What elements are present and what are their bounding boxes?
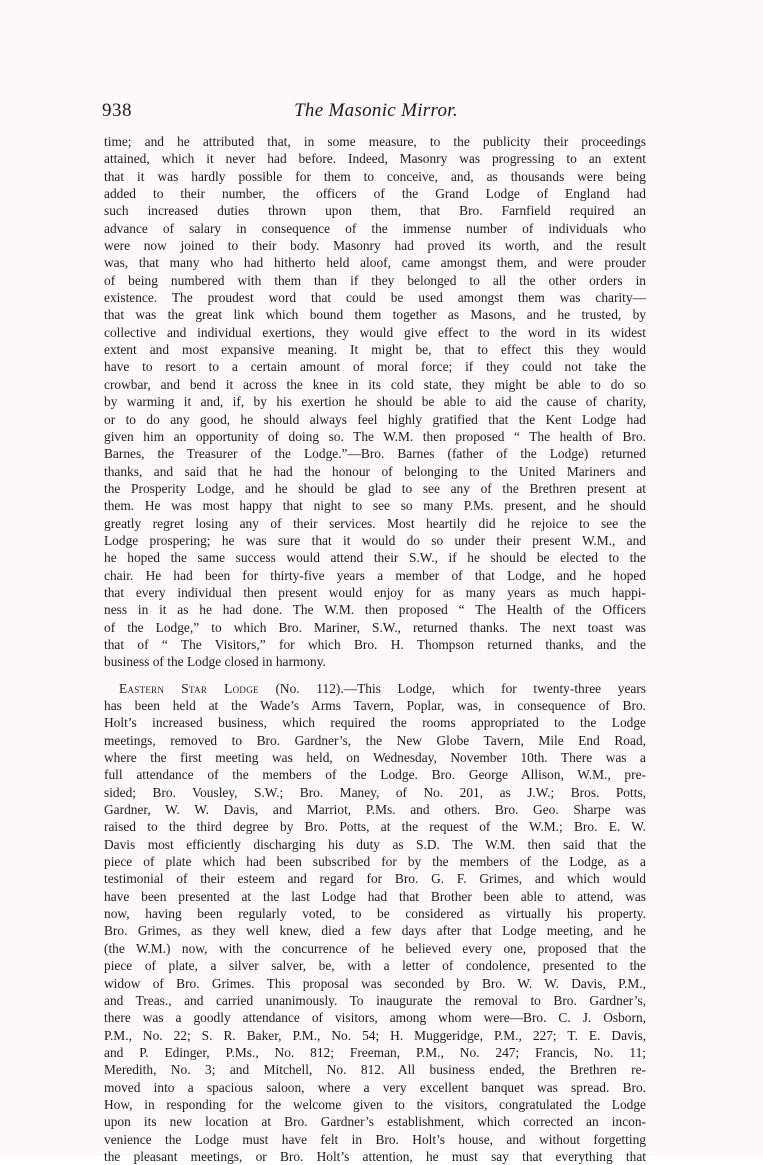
paragraph-eastern-star-lodge [104,680,646,1165]
text-line: attained, which it never had before. Indeed, Masonry was progressing to an extent [104,151,646,167]
text-line: or to do any good, he should always feel highly gratified that the Kent Lodge had [104,411,646,427]
text-line: there was a goodly attendance of visitors, among whom were—Bro. C. J. Osborn, [104,1010,646,1026]
text-line: testimonial of their esteem and regard for Bro. G. F. Grimes, and which would [104,871,646,887]
text-line: added to their number, the officers of the Grand Lodge of England had [104,186,646,202]
page-number: 938 [102,100,132,121]
text-line: meetings, removed to Bro. Gardner’s, the New Globe Tavern, Mile End Road, [104,732,646,748]
text-line: Lodge prospering; he was sure that it would do so under their present W.M., and [104,532,646,548]
text-line: the Prosperity Lodge, and he should be glad to see any of the Brethren present at [104,480,646,496]
text-line: that every individual then present would enjoy for as many years as much happi- [104,584,646,600]
text-line: P.M., No. 22; S. R. Baker, P.M., No. 54; H. Muggeridge, P.M., 227; T. E. Davis, [104,1027,646,1043]
text-line: of being numbered with them than if they belonged to all the other orders in [104,272,646,288]
text-line: now, having been regularly voted, to be considered as virtually his property. [104,906,646,922]
text-line: thanks, and said that he had the honour of belonging to the United Mariners and [104,463,646,479]
text-line: have to resort to a certain amount of moral force; if they could not take the [104,359,646,375]
text-line: was, that many who had hitherto held aloof, came amongst them, and were prouder [104,255,646,271]
text-line: Barnes, the Treasurer of the Lodge.”—Bro. Barnes (father of the Lodge) returned [104,446,646,462]
text-line: Meredith, No. 3; and Mitchell, No. 812. All business ended, the Brethren re- [104,1062,646,1078]
text-line: where the first meeting was held, on Wednesday, November 10th. There was a [104,750,646,766]
text-line: crowbar, and bend it across the knee in its cold state, they might be able to do so [104,376,646,392]
text-line: were now joined to their body. Masonry had proved its worth, and the result [104,238,646,254]
text-line: piece of plate which had been subscribed for by the members of the Lodge, as a [104,854,646,870]
text-line: he hoped the same success would attend their S.W., if he should be elected to the [104,550,646,566]
text-line: given him an opportunity of doing so. The W.M. then proposed “ The health of Bro. [104,428,646,444]
text-line: them. He was most happy that night to see so many P.Ms. present, and he should [104,498,646,514]
text-line: Holt’s increased business, which required the rooms appropriated to the Lodge [104,715,646,731]
text-line: time; and he attributed that, in some measure, to the publicity their proceedings [104,134,646,149]
text-line: chair. He had been for thirty-five years a member of that Lodge, and he hoped [104,567,646,583]
text-line: How, in responding for the welcome given to the visitors, congratulated the Lodge [104,1096,646,1112]
text-line: advance of salary in consequence of the immense number of individuals who [104,220,646,236]
text-line: Davis most efficiently discharging his duty as S.D. The W.M. then said that the [104,836,646,852]
text-line: ness in it as he had done. The W.M. then proposed “ The Health of the Officers [104,602,646,618]
text-line: by warming it and, if, by his exertion he should be able to aid the cause of charity, [104,394,646,410]
text-line: collective and individual exertions, they would give effect to the word in its widest [104,324,646,340]
running-title: The Masonic Mirror. [294,100,458,121]
text-line: such increased duties thrown upon them, that Bro. Farnfield required an [104,203,646,219]
text-line: existence. The proudest word that could be used amongst them was charity— [104,290,646,306]
text-line: (the W.M.) now, with the concurrence of he believed every one, proposed that the [104,940,646,956]
text-line: piece of plate, a silver salver, be, with a letter of condolence, presented to the [104,958,646,974]
text-line: greatly regret losing any of their services. Most heartily did he rejoice to see the [104,515,646,531]
text-line: extent and most expansive meaning. It might be, that to effect this they would [104,342,646,358]
article-body [104,133,646,1165]
text-line: has been held at the Wade’s Arms Tavern, Poplar, was, in consequence of Bro. [104,698,646,713]
text-line: business of the Lodge closed in harmony. [104,654,326,670]
text-line: upon its new location at Bro. Gardner’s establishment, which corrected an incon- [104,1114,646,1130]
text-line: widow of Bro. Grimes. This proposal was seconded by Bro. W. W. Davis, P.M., [104,975,646,991]
text-line: the pleasant meetings, or Bro. Holt’s attention, he must say that everything that [104,1148,646,1164]
lodge-heading: Eastern Star Lodge [119,680,259,696]
text-line: Gardner, W. W. Davis, and Marriot, P.Ms. and others. Bro. Geo. Sharpe was [104,802,646,818]
text-line: and P. Edinger, P.Ms., No. 812; Freeman, P.M., No. 247; Francis, No. 11; [104,1044,646,1060]
text-line: and Treas., and carried unanimously. To inaugurate the removal to Bro. Gardner’s, [104,992,646,1008]
text-line: raised to the third degree by Bro. Potts, at the request of the W.M.; Bro. E. W. [104,819,646,835]
text-line: venience the Lodge must have felt in Bro. Holt’s house, and without forgetting [104,1131,646,1147]
text-line: that was the great link which bound them together as Masons, and he trusted, by [104,307,646,323]
opening-line-text: (No. 112).—This Lodge, which for twenty-three years [258,680,646,696]
paragraph-gap [104,671,646,680]
text-line: have been presented at the last Lodge had that Brother been able to attend, was [104,888,646,904]
page-header [102,100,650,126]
text-line: sided; Bro. Vousley, S.W.; Bro. Maney, of No. 201, as J.W.; Bros. Potts, [104,784,646,800]
text-line: Bro. Grimes, as they well knew, died a few days after that Lodge meeting, and he [104,923,646,939]
text-line: moved into a spacious saloon, where a very excellent banquet was spread. Bro. [104,1079,646,1095]
text-line: full attendance of the members of the Lodge. Bro. George Allison, W.M., pre- [104,767,646,783]
text-line: of the Lodge,” to which Bro. Mariner, S.W., returned thanks. The next toast was [104,619,646,635]
text-line: that it was hardly possible for them to conceive, and, as thousands were being [104,168,646,184]
paragraph-toast-remarks [104,133,646,671]
text-line: that of “ The Visitors,” for which Bro. H. Thompson returned thanks, and the [104,636,646,652]
paragraph-opening-line [104,680,646,697]
